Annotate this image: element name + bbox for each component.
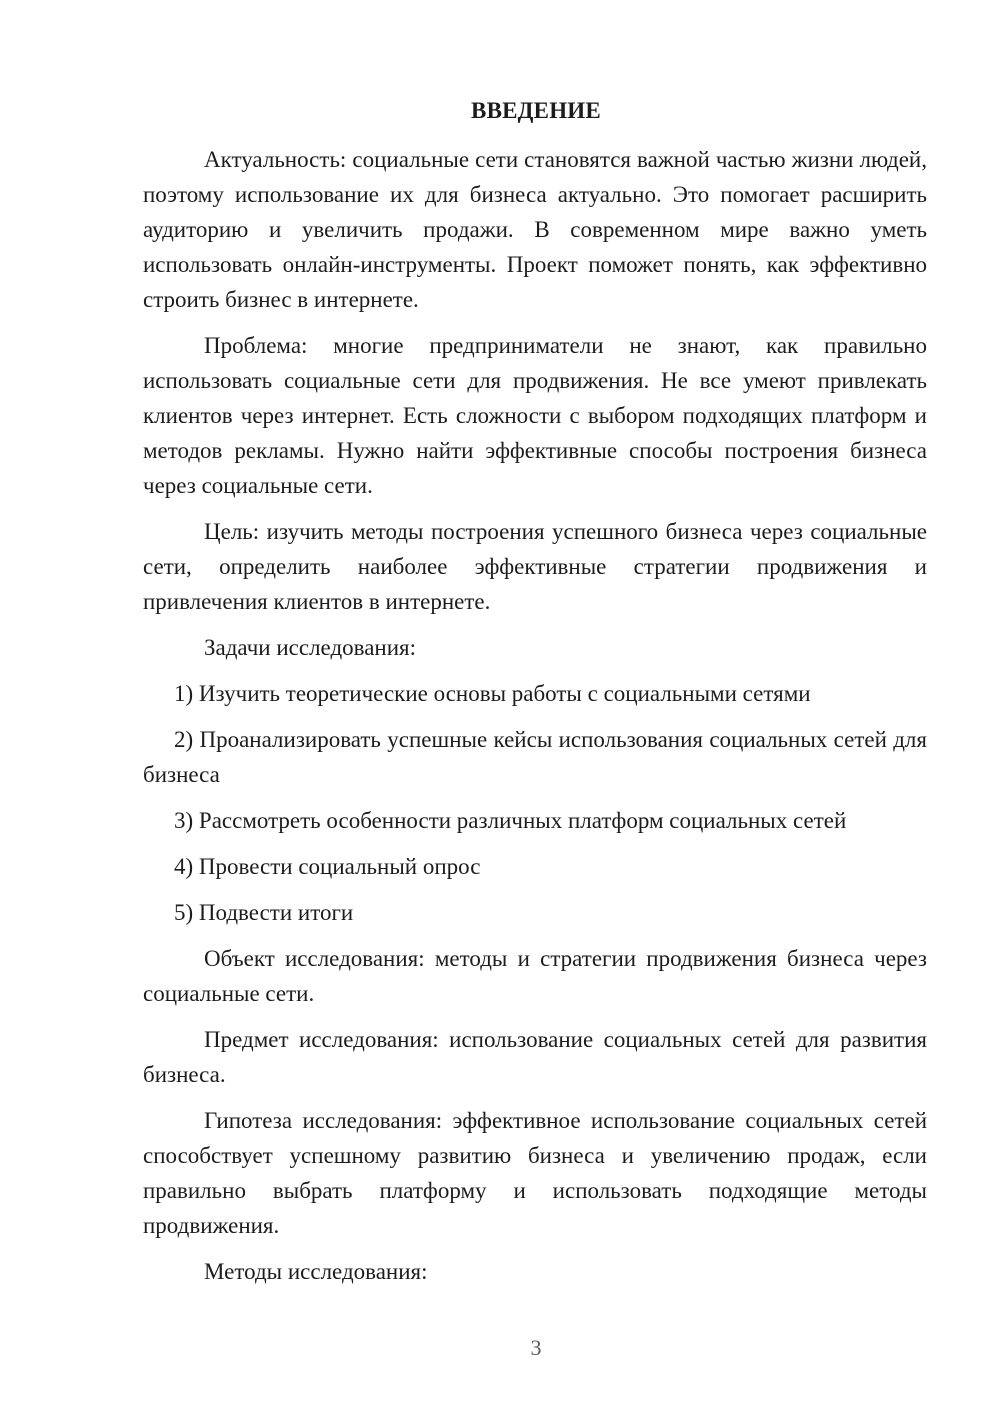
paragraph-tasks-heading: Задачи исследования: — [204, 635, 417, 660]
task-item-5: 5) Подвести итоги — [174, 900, 354, 925]
paragraph-subject: Предмет исследования: использование социальных сетей для развития бизнеса. — [143, 1027, 927, 1087]
task-item-1: 1) Изучить теоретические основы работы с социальными сетями — [174, 681, 811, 706]
task-item-4: 4) Провести социальный опрос — [174, 854, 481, 879]
paragraph-methods: Методы исследования: — [204, 1259, 428, 1284]
paragraph-problem: Проблема: многие предприниматели не знают, как правильно использовать социальные сети для продвижения. Не все умеют привлекать клиентов через интернет. Есть сложности с выбором подходящих платформ и методов рекламы. Нужно найти эффективные способы построения бизнеса через социальные сети. — [143, 333, 927, 498]
task-item-3: 3) Рассмотреть особенности различных платформ социальных сетей — [174, 808, 847, 833]
paragraph-object: Объект исследования: методы и стратегии продвижения бизнеса через социальные сети. — [143, 946, 927, 1006]
page-number: 3 — [530, 1335, 542, 1360]
document-body — [143, 142, 927, 1300]
paragraph-relevance: Актуальность: социальные сети становятся важной частью жизни людей, поэтому использование их для бизнеса актуально. Это помогает расширить аудиторию и увеличить продажи. В современном мире важно уметь использовать онлайн-инструменты. Проект поможет понять, как эффективно строить бизнес в интернете. — [143, 147, 927, 312]
paragraph-hypothesis: Гипотеза исследования: эффективное использование социальных сетей способствует успешному развитию бизнеса и увеличению продаж, если правильно выбрать платформу и использовать подходящие методы продвижения. — [143, 1108, 927, 1238]
section-title: ВВЕДЕНИЕ — [471, 98, 601, 123]
task-item-2: 2) Проанализировать успешные кейсы использования социальных сетей для бизнеса — [143, 727, 927, 787]
paragraph-goal: Цель: изучить методы построения успешного бизнеса через социальные сети, определить наиболее эффективные стратегии продвижения и привлечения клиентов в интернете. — [143, 519, 927, 614]
